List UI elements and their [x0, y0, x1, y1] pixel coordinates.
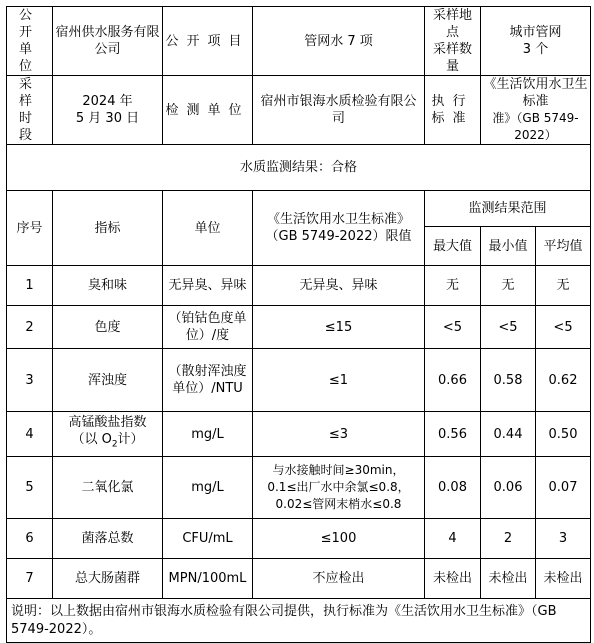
row-unit: 无异臭、异味	[163, 266, 253, 306]
row-min: 0.58	[481, 349, 536, 412]
header-row-1	[7, 7, 591, 76]
row-limit: ≤1	[253, 349, 425, 412]
row-item: 菌落总数	[53, 519, 163, 559]
table-row	[7, 266, 591, 306]
row-limit: ≤3	[253, 412, 425, 457]
sample-place-label: 采样地点	[432, 8, 472, 40]
sample-count-value: 3 个	[522, 42, 549, 57]
col-no: 序号	[7, 191, 53, 266]
row-no: 4	[7, 412, 53, 457]
row-limit: 无异臭、异味	[253, 266, 425, 306]
publisher-value: 宿州供水服务有限公司	[53, 7, 163, 76]
result-row	[7, 145, 591, 191]
sample-count-label: 采样数量	[432, 42, 472, 74]
row-item: 臭和味	[53, 266, 163, 306]
table-row	[7, 457, 591, 519]
publisher-label: 公开单位	[7, 7, 53, 76]
std-value	[481, 76, 591, 145]
col-unit: 单位	[163, 191, 253, 266]
row-avg: 无	[536, 266, 591, 306]
col-min: 最小值	[481, 227, 536, 266]
row-avg: 0.07	[536, 457, 591, 519]
col-limit	[253, 191, 425, 266]
col-item: 指标	[53, 191, 163, 266]
row-min: 0.44	[481, 412, 536, 457]
sample-values	[481, 7, 591, 76]
row-limit-line-3: 0.02≤管网末梢水≤0.8	[275, 497, 402, 511]
row-limit: ≤100	[253, 519, 425, 559]
row-min: 2	[481, 519, 536, 559]
org-value: 宿州市银海水质检验有限公司	[253, 76, 425, 145]
org-label: 检测单位	[163, 76, 253, 145]
row-item-line-1: 高锰酸盐指数	[68, 415, 147, 431]
std-value-line-1: 《生活饮用水卫生标准	[483, 77, 588, 109]
table-row	[7, 412, 591, 457]
row-item	[53, 412, 163, 457]
row-item-suffix: 计）	[117, 432, 144, 448]
row-max: 无	[425, 266, 481, 306]
time-date: 5 月 30 日	[75, 111, 140, 126]
time-label: 采样时段	[7, 76, 53, 145]
row-avg: 3	[536, 519, 591, 559]
table-row	[7, 519, 591, 559]
row-item-subscript: 2	[111, 439, 118, 450]
row-unit: （铂钴色度单位）/度	[163, 306, 253, 349]
row-limit	[253, 457, 425, 519]
row-avg: 0.62	[536, 349, 591, 412]
time-year: 2024 年	[82, 94, 133, 109]
row-min: 未检出	[481, 559, 536, 599]
row-item: 色度	[53, 306, 163, 349]
row-min: <5	[481, 306, 536, 349]
row-unit: mg/L	[163, 457, 253, 519]
std-value-line-2: 准》（GB 5749-2022）	[492, 111, 579, 142]
row-max: 0.66	[425, 349, 481, 412]
project-value: 管网水 7 项	[253, 7, 425, 76]
row-max: 4	[425, 519, 481, 559]
row-max: 0.56	[425, 412, 481, 457]
note-row	[7, 599, 591, 643]
table-row	[7, 349, 591, 412]
row-avg: <5	[536, 306, 591, 349]
row-unit: （散射浑浊度单位）/NTU	[163, 349, 253, 412]
table-row	[7, 559, 591, 599]
std-label: 执行标准	[425, 76, 481, 145]
note-text: 说明：以上数据由宿州市银海水质检验有限公司提供，执行标准为《生活饮用水卫生标准》（GB 5749-2022）。	[7, 599, 591, 643]
report-table	[6, 6, 591, 643]
column-header-row-1	[7, 191, 591, 227]
row-limit: ≤15	[253, 306, 425, 349]
row-avg: 未检出	[536, 559, 591, 599]
row-min: 0.06	[481, 457, 536, 519]
row-limit-line-2: 0.1≤出厂水中余氯≤0.8，	[267, 480, 410, 494]
col-range: 监测结果范围	[425, 191, 591, 227]
table-row	[7, 306, 591, 349]
col-limit-line-2: （GB 5749-2022）限值	[265, 229, 412, 244]
water-quality-report	[6, 6, 590, 637]
row-unit: MPN/100mL	[163, 559, 253, 599]
row-avg: 0.50	[536, 412, 591, 457]
col-avg: 平均值	[536, 227, 591, 266]
col-limit-line-1: 《生活饮用水卫生标准》	[266, 212, 410, 227]
row-limit: 不应检出	[253, 559, 425, 599]
row-item: 总大肠菌群	[53, 559, 163, 599]
row-no: 2	[7, 306, 53, 349]
header-row-2	[7, 76, 591, 145]
row-max: <5	[425, 306, 481, 349]
row-min: 无	[481, 266, 536, 306]
row-no: 5	[7, 457, 53, 519]
row-limit-line-1: 与水接触时间≥30min，	[272, 463, 405, 477]
row-max: 0.08	[425, 457, 481, 519]
sample-place-value: 城市管网	[509, 25, 562, 40]
row-item-line-2	[55, 431, 160, 454]
row-no: 3	[7, 349, 53, 412]
row-no: 1	[7, 266, 53, 306]
row-unit: mg/L	[163, 412, 253, 457]
row-item-prefix: （以 O	[71, 432, 112, 448]
row-no: 6	[7, 519, 53, 559]
row-max: 未检出	[425, 559, 481, 599]
row-unit: CFU/mL	[163, 519, 253, 559]
col-max: 最大值	[425, 227, 481, 266]
result-text: 水质监测结果：合格	[7, 145, 591, 191]
row-item: 浑浊度	[53, 349, 163, 412]
row-item: 二氧化氯	[53, 457, 163, 519]
row-no: 7	[7, 559, 53, 599]
project-label: 公开项目	[163, 7, 253, 76]
time-value	[53, 76, 163, 145]
sample-labels	[425, 7, 481, 76]
